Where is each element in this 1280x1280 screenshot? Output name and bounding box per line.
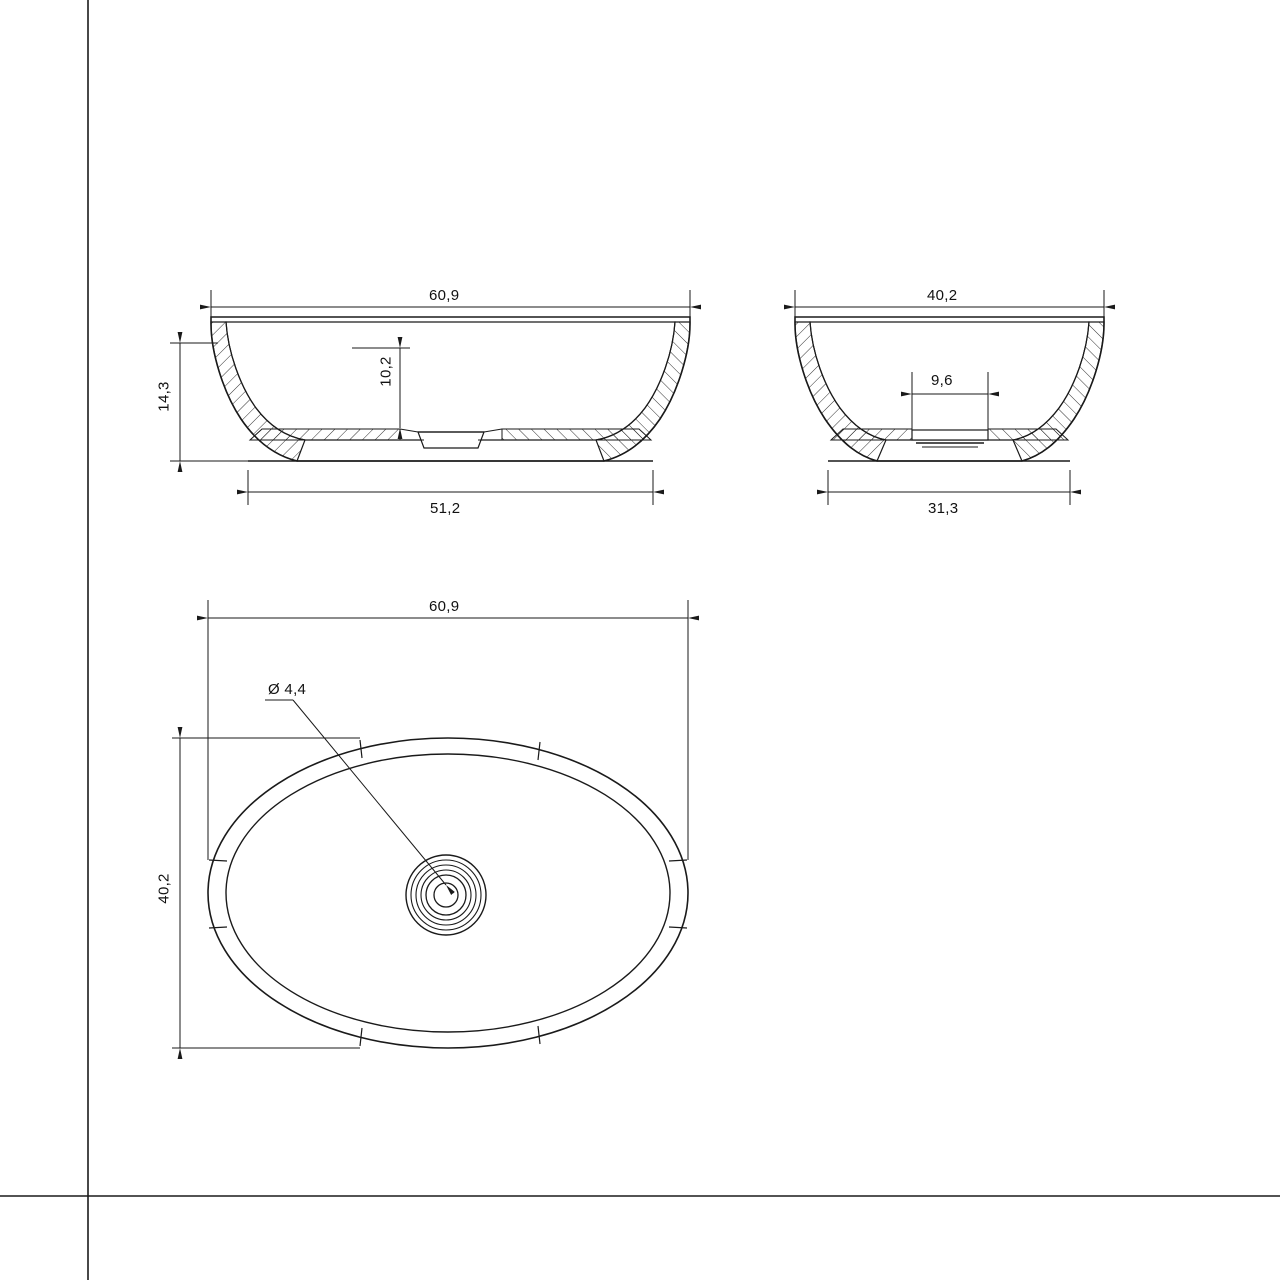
dim-top-width-label: 40,2 bbox=[155, 873, 173, 904]
dim-front-height-label: 14,3 bbox=[155, 381, 173, 412]
top-view bbox=[208, 738, 688, 1048]
dim-side-width-label: 40,2 bbox=[927, 287, 958, 304]
dim-front-bowl-depth-label: 10,2 bbox=[377, 356, 395, 387]
dim-side-drain-width-label: 9,6 bbox=[931, 372, 953, 389]
side-elevation-view bbox=[795, 317, 1104, 461]
front-elevation-view bbox=[211, 317, 690, 461]
dim-top-drain-diameter-label: Ø 4,4 bbox=[268, 681, 307, 698]
dim-front-base-width-label: 51,2 bbox=[430, 500, 461, 517]
dim-top-length-label: 60,9 bbox=[429, 598, 460, 615]
dim-side-base-width-label: 31,3 bbox=[928, 500, 959, 517]
dim-front-width-label: 60,9 bbox=[429, 287, 460, 304]
